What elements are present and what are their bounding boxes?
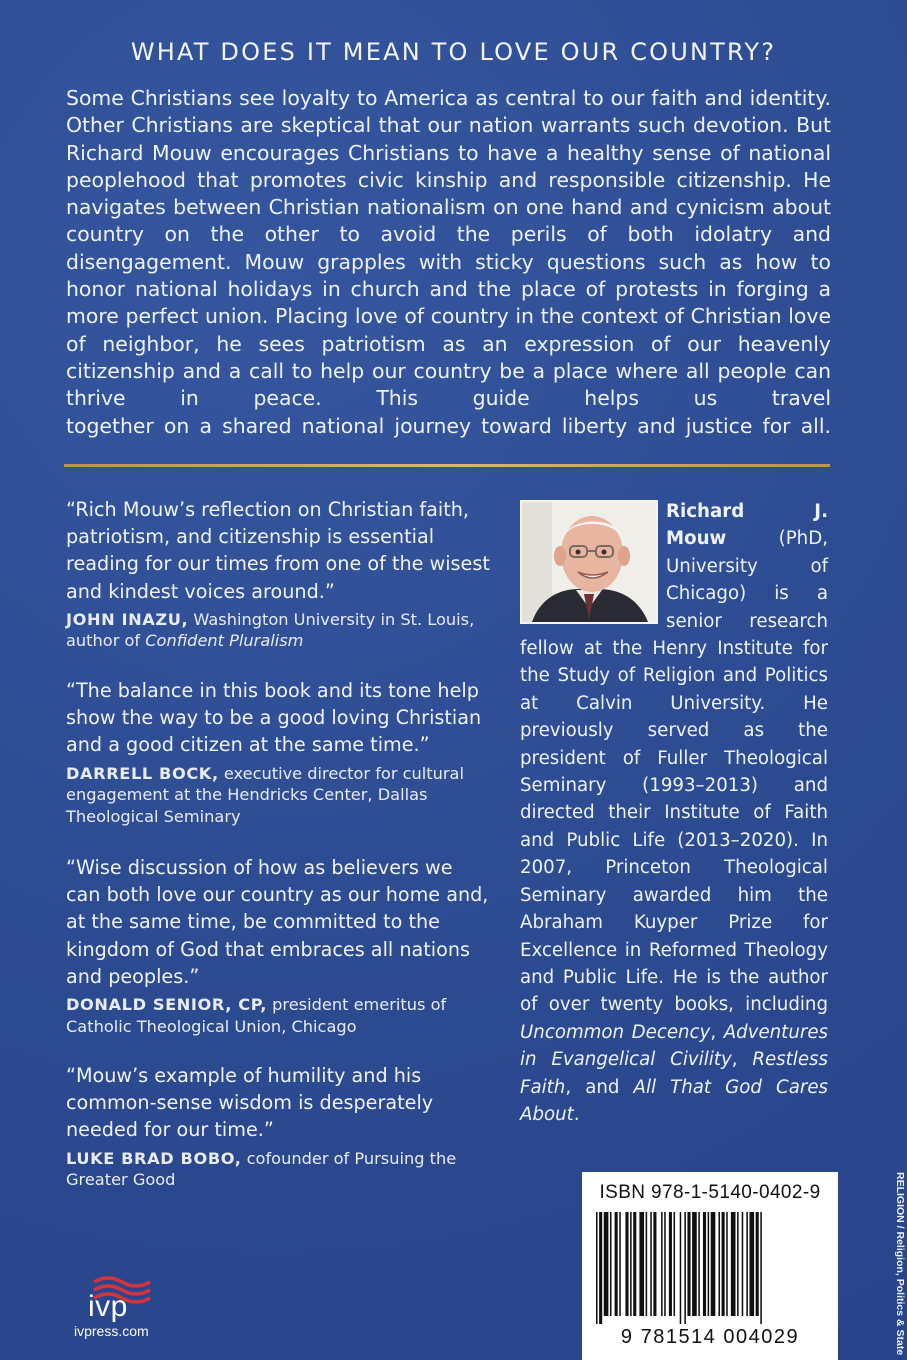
barcode-digits: 9 781514 004029: [620, 1326, 800, 1348]
barcode-bar: [737, 1212, 739, 1316]
barcode-bar: [698, 1212, 700, 1316]
endorser-role: executive director for cultural engagement at the Hendricks Center, Dallas Theological Seminary: [66, 763, 464, 826]
back-cover-headline: WHAT DOES IT MEAN TO LOVE OUR COUNTRY?: [130, 38, 777, 66]
barcode-bar: [639, 1212, 644, 1316]
barcode-bar: [718, 1212, 720, 1316]
barcode-bar: [625, 1212, 628, 1316]
endorser-role: Washington University in St. Louis, author of: [66, 609, 475, 651]
endorser-name: JOHN INAZU,: [66, 609, 189, 629]
separator: , and: [565, 1076, 634, 1098]
author-name: Richard J. Mouw: [666, 501, 828, 550]
endorsement-3: [66, 854, 492, 1037]
barcode-bar: [749, 1212, 754, 1316]
endorsement-quote: “Mouw’s example of humility and his common-sense wisdom is desperately needed for our time.”: [66, 1064, 434, 1142]
separator: .: [573, 1103, 580, 1125]
barcode-bar: [619, 1212, 621, 1316]
barcode-bar: [599, 1212, 602, 1324]
endorsement-attribution: [66, 994, 492, 1037]
barcode-bar: [674, 1212, 676, 1316]
book-title-1: Uncommon Decency: [520, 1021, 711, 1043]
book-description-body: Some Christians see loyalty to America as central to our faith and identity. Other Christians are skeptical that our nation warrants such devotion. But Richard Mouw encourages Christians to have a healthy sense of national peoplehood that promotes civic kinship and responsible citizenship. He navigates between Christian nationalism on one hand and cynicism about country on the other to avoid the perils of both idolatry and disengagement. Mouw grapples with sticky questions such as how to honor national holidays in church and the place of protests in forging a more perfect union. Placing love of country in the context of Christian love of neighbor, he sees patriotism as an expression of our heavenly citizenship and a call to help our country be a place where all people can thrive in peace. This guide helps us travel: [66, 86, 831, 411]
separator: ,: [731, 1049, 753, 1071]
barcode-bar: [615, 1212, 618, 1316]
endorser-name: LUKE BRAD BOBO,: [66, 1148, 242, 1168]
barcode-bar: [687, 1212, 690, 1316]
publisher-logo-text: ivp: [88, 1290, 128, 1323]
barcode-bar: [692, 1212, 697, 1316]
barcode-bar: [633, 1212, 636, 1316]
barcode-bar: [703, 1212, 706, 1316]
endorsement-attribution: [66, 609, 492, 652]
isbn-barcode: [582, 1172, 838, 1360]
barcode-bar: [664, 1212, 666, 1316]
barcode-bar: [746, 1212, 748, 1316]
author-bio-body: (PhD, University of Chicago) is a senior research fellow at the Henry Institute for the Study of Religion and Politics at Calvin University. He previously served as the president of Fuller Theological Seminary (1993–2013) and directed their Institute of Faith and Public Life (2013–2020). In 2007, Princeton Theological Seminary awarded him the Abraham Kuyper Prize for Excellence in Reformed Theology and Public Life. He is the author of over twenty books, including: [520, 528, 828, 1016]
barcode-bar: [646, 1212, 648, 1316]
book-description: [66, 85, 831, 440]
bisac-category: [866, 1172, 906, 1360]
barcode-bar: [760, 1212, 762, 1324]
barcode-bar: [630, 1212, 632, 1316]
endorser-name: DARRELL BOCK,: [66, 763, 219, 783]
barcode-bar: [711, 1212, 716, 1316]
barcode-bar: [661, 1212, 663, 1316]
barcode-bar: [596, 1212, 598, 1324]
publisher-website: ivpress.com: [74, 1323, 149, 1339]
barcode-bar: [726, 1212, 728, 1316]
endorsement-2: [66, 677, 492, 827]
separator: ,: [710, 1021, 724, 1043]
isbn-number: ISBN 978-1-5140-0402-9: [599, 1182, 821, 1203]
barcode-bar: [669, 1212, 672, 1316]
barcode-bar: [708, 1212, 710, 1316]
barcode-bar: [684, 1212, 686, 1324]
endorser-role: cofounder of Pursuing the Greater Good: [66, 1148, 457, 1190]
endorser-role: president emeritus of Catholic Theological Union, Chicago: [66, 995, 447, 1036]
book-title-2: Adventures in Evangelical Civility: [520, 1021, 828, 1071]
book-description-last-line: together on a shared national journey toward liberty and justice for all.: [66, 413, 831, 438]
barcode-bars: [594, 1212, 826, 1324]
endorsement-quote: “Rich Mouw’s reflection on Christian faith, patriotism, and citizenship is essential reading for our times from one of the wisest and kindest voices around.”: [66, 498, 490, 603]
barcode-bar: [604, 1212, 609, 1316]
gold-divider: [64, 464, 830, 467]
barcode-bar: [650, 1212, 652, 1316]
author-portrait-illustration: [522, 502, 656, 622]
endorsement-attribution: [66, 1148, 492, 1191]
barcode-bar: [680, 1212, 682, 1324]
endorser-name: DONALD SENIOR, CP,: [66, 995, 267, 1015]
barcode-bar: [653, 1212, 656, 1316]
endorsement-4: [66, 1062, 492, 1191]
category-label: RELIGION / Religion, Politics & State: [894, 1172, 906, 1356]
endorser-book-title: Confident Pluralism: [145, 631, 304, 651]
barcode-bar: [742, 1212, 744, 1316]
endorsement-1: [66, 496, 492, 652]
barcode-bar: [756, 1212, 759, 1316]
endorsement-attribution: [66, 763, 492, 828]
endorsement-quote: “Wise discussion of how as believers we can both love our country as our home and, at the same time, be committed to the kingdom of God that embraces all nations and peoples.”: [66, 856, 489, 988]
barcode-bar: [731, 1212, 736, 1316]
book-title-3: Restless Faith: [520, 1049, 828, 1098]
barcode-bar: [610, 1212, 612, 1316]
endorsement-quote: “The balance in this book and its tone help show the way to be a good loving Christian and a good citizen at the same time.”: [66, 679, 482, 757]
book-title-4: All That God Cares About: [520, 1076, 829, 1125]
barcode-bar: [722, 1212, 725, 1316]
author-photo: [520, 500, 658, 624]
